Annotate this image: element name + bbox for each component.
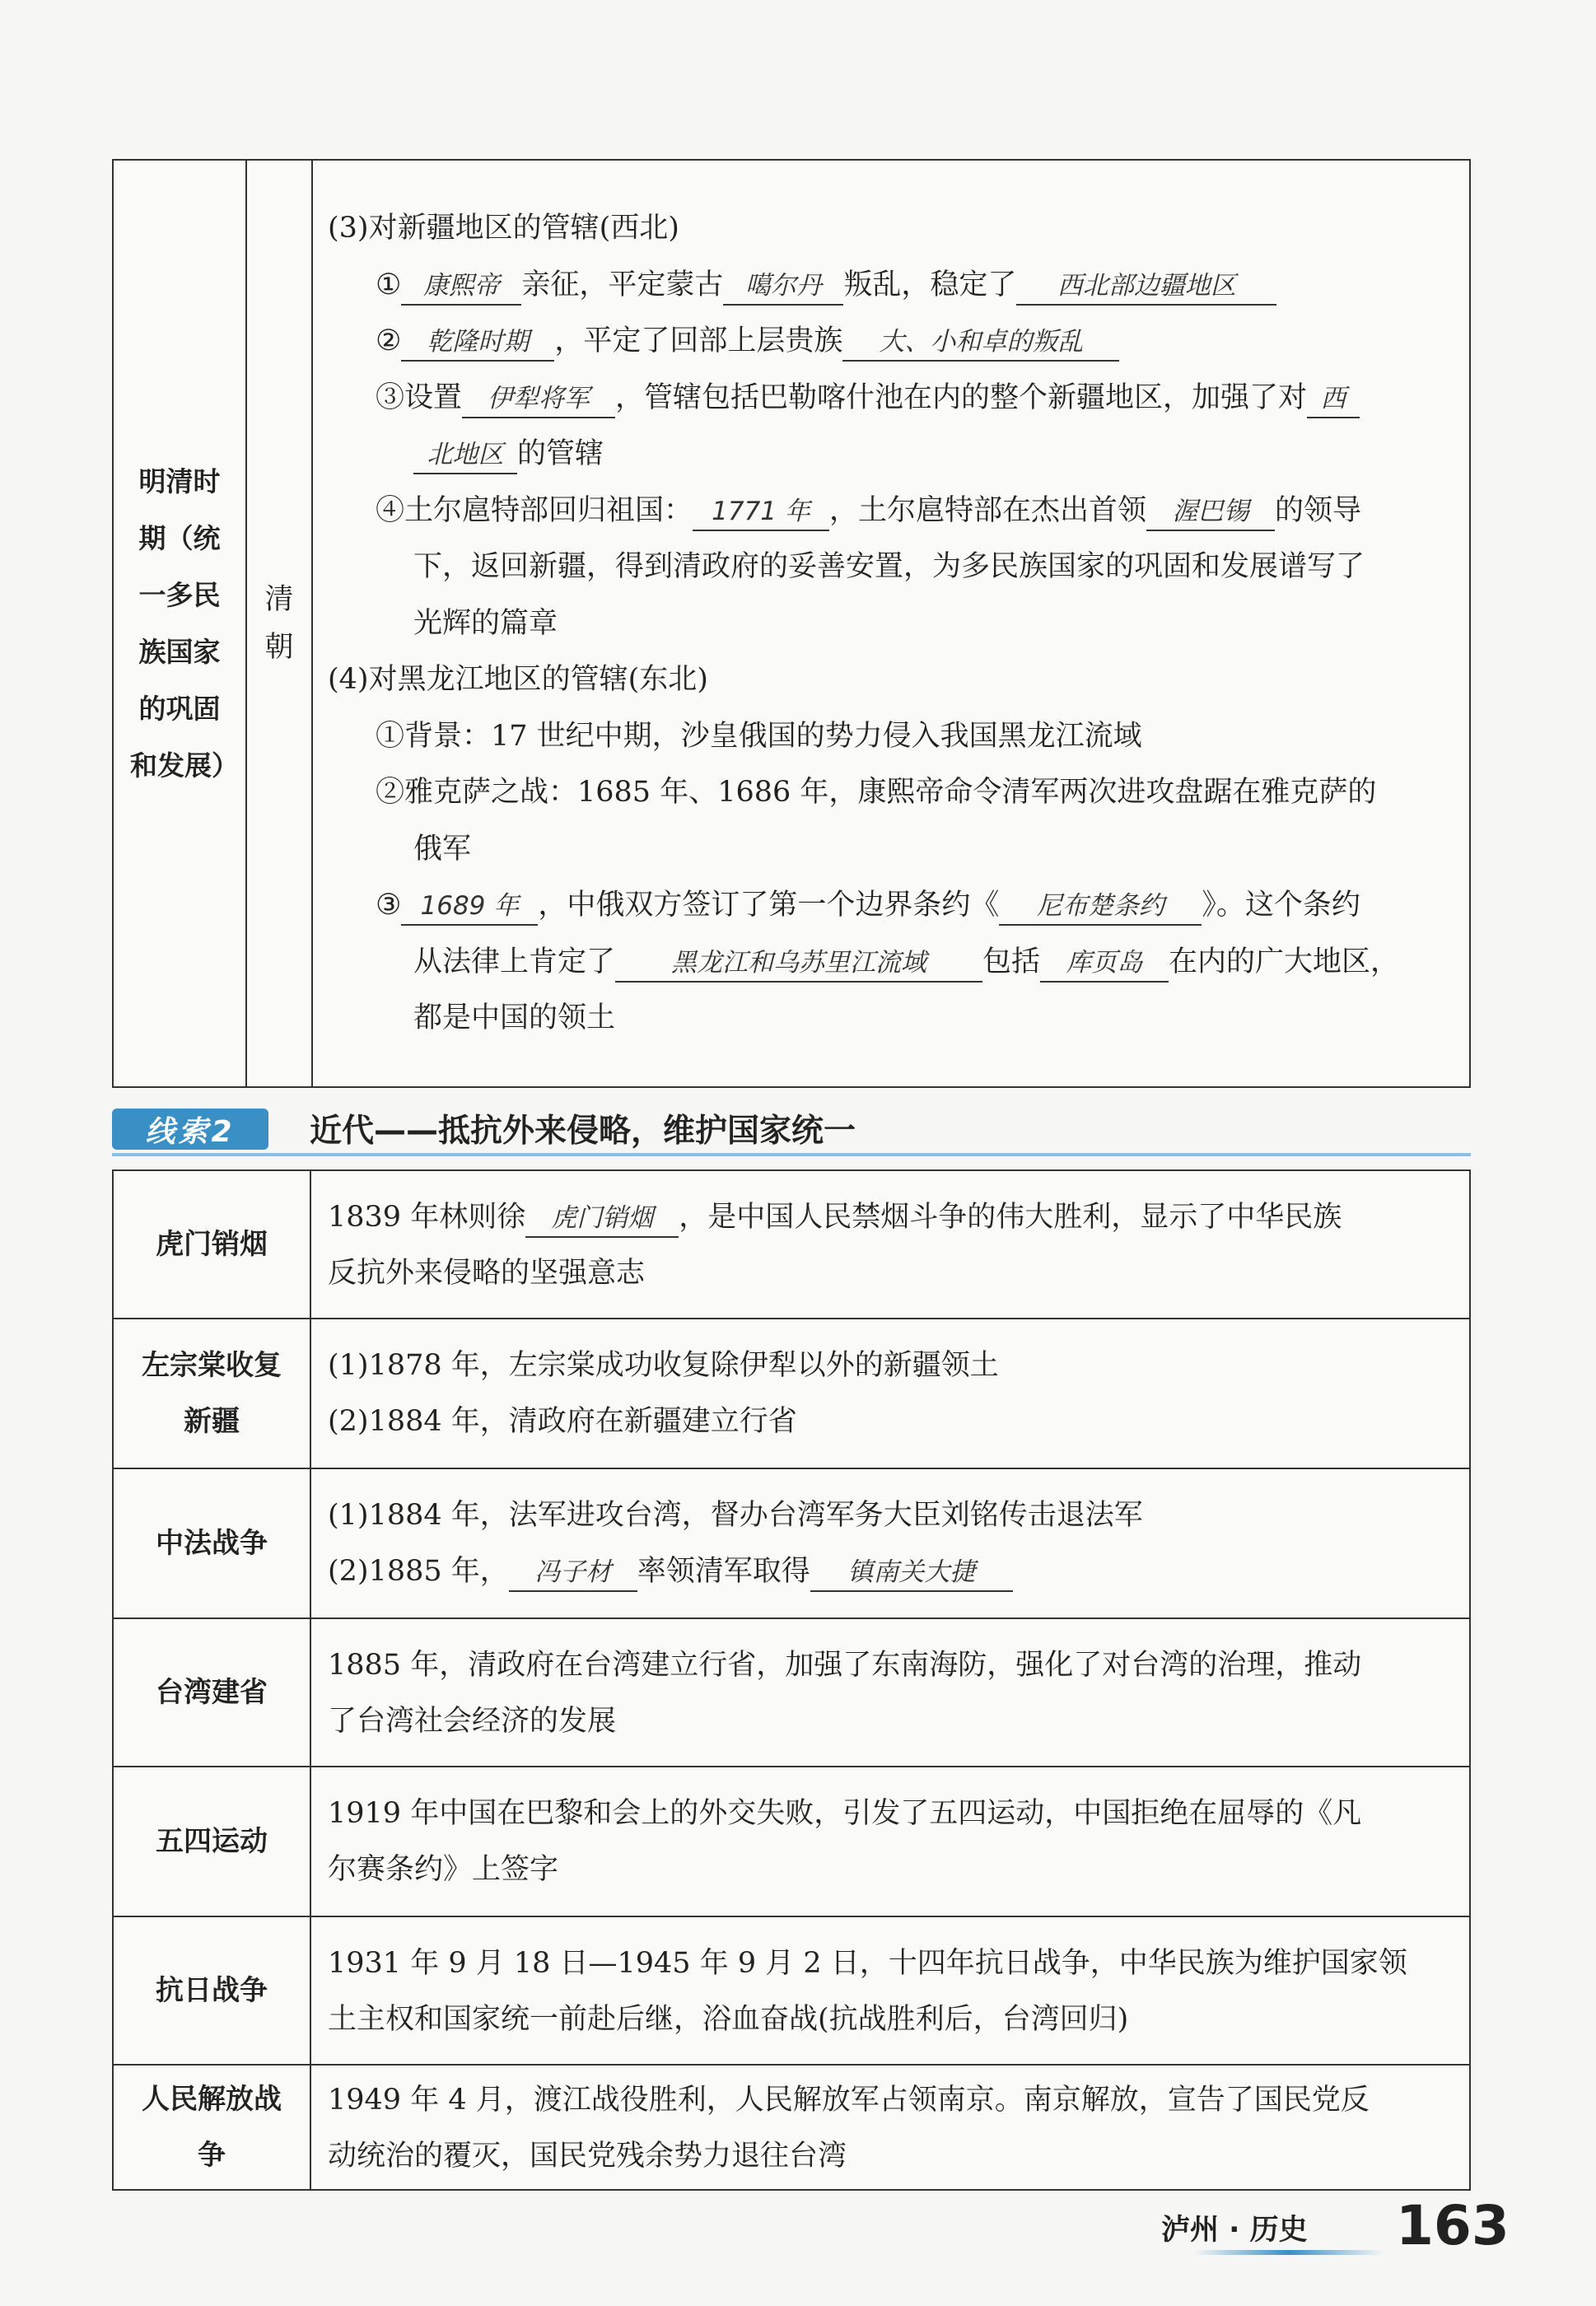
event-name: 虎门销烟 bbox=[156, 1228, 268, 1261]
desc-line: 1949 年 4 月，渡江战役胜利，人民解放军占领南京。南京解放，宣告了国民党反 bbox=[328, 2084, 1370, 2117]
xinjiang-item-4-cont-1: 下，返回新疆，得到清政府的妥善安置，为多民族国家的巩固和发展谱写了 bbox=[413, 550, 1365, 583]
event-name: 人民解放战争 bbox=[142, 2083, 282, 2172]
answer-blank: 虎门销烟 bbox=[525, 1200, 679, 1238]
desc-line: 了台湾社会经济的发展 bbox=[328, 1705, 617, 1738]
item-text: 从法律上肯定了 bbox=[413, 945, 616, 978]
qing-governance-table bbox=[112, 159, 1471, 1088]
item-text: (2)1885 年， bbox=[328, 1555, 509, 1588]
item-text: 1839 年林则徐 bbox=[328, 1201, 526, 1234]
xinjiang-item-2 bbox=[328, 313, 1456, 370]
xinjiang-item-4 bbox=[328, 483, 1456, 539]
heilongjiang-item-2: ②雅克萨之战：1685 年、1686 年，康熙帝命令清军两次进攻盘踞在雅克萨的 bbox=[376, 776, 1377, 809]
desc-line: 尔赛条约》上签字 bbox=[328, 1853, 559, 1886]
event-description bbox=[328, 1487, 1460, 1599]
answer-blank: 黑龙江和乌苏里江流域 bbox=[615, 945, 982, 983]
answer-blank: 库页岛 bbox=[1040, 945, 1169, 983]
desc-line: 1931 年 9 月 18 日—1945 年 9 月 2 日，十四年抗日战争，中华民族为维护国家领 bbox=[328, 1947, 1407, 1980]
item-text: 的领导 bbox=[1275, 493, 1362, 527]
clue-title: 近代——抵抗外来侵略，维护国家统一 bbox=[310, 1113, 856, 1150]
clue-badge: 线索2 bbox=[112, 1109, 268, 1150]
answer-blank: 尼布楚条约 bbox=[999, 888, 1202, 926]
xinjiang-item-3-cont bbox=[328, 426, 1456, 483]
heilongjiang-item-3 bbox=[328, 877, 1456, 934]
desc-line: 动统治的覆灭，国民党残余势力退往台湾 bbox=[328, 2140, 847, 2173]
event-cell bbox=[114, 2066, 311, 2189]
item-text: ③设置 bbox=[376, 380, 463, 414]
event-cell bbox=[114, 1469, 311, 1617]
desc-line: 1919 年中国在巴黎和会上的外交失败，引发了五四运动，中国拒绝在屈辱的《凡 bbox=[328, 1797, 1362, 1830]
answer-blank: 冯子材 bbox=[509, 1554, 637, 1592]
event-cell bbox=[114, 1767, 311, 1916]
event-description bbox=[328, 1935, 1460, 2047]
answer-blank: 噶尔丹 bbox=[723, 268, 843, 306]
dynasty-label: 清朝 bbox=[264, 583, 294, 664]
footer-accent-line bbox=[1194, 2250, 1384, 2255]
answer-blank: 西北部边疆地区 bbox=[1016, 268, 1276, 306]
table-row bbox=[114, 1319, 1469, 1469]
qing-content bbox=[328, 200, 1456, 1047]
event-name: 左宗棠收复新疆 bbox=[142, 1349, 282, 1438]
answer-blank: 西 bbox=[1307, 380, 1360, 418]
dynasty-cell bbox=[247, 161, 313, 1086]
desc-line: 土主权和国家统一前赴后继，浴血奋战(抗战胜利后，台湾回归) bbox=[328, 2003, 1129, 2036]
clue-2-header bbox=[112, 1104, 1471, 1155]
heilongjiang-item-2-cont: 俄军 bbox=[413, 832, 472, 866]
desc-line bbox=[328, 1543, 1460, 1599]
answer-blank: 康熙帝 bbox=[401, 268, 521, 306]
xinjiang-item-1 bbox=[328, 257, 1456, 314]
period-cell bbox=[114, 161, 247, 1086]
item-text: ，是中国人民禁烟斗争的伟大胜利，显示了中华民族 bbox=[679, 1201, 1342, 1234]
desc-line: (1)1884 年，法军进攻台湾，督办台湾军务大臣刘铭传击退法军 bbox=[328, 1499, 1143, 1532]
answer-blank: 1771 年 bbox=[693, 493, 829, 531]
item-text: 在内的广大地区， bbox=[1169, 945, 1400, 978]
event-description bbox=[328, 1337, 1460, 1449]
answer-blank: 渥巴锡 bbox=[1146, 493, 1275, 531]
event-cell bbox=[114, 1619, 311, 1766]
period-label: 明清时期（统一多民族国家的巩固和发展） bbox=[130, 465, 239, 782]
desc-line bbox=[328, 1189, 1460, 1245]
event-description bbox=[328, 2072, 1460, 2184]
page-number: 163 bbox=[1396, 2194, 1510, 2257]
item-text: 率领清军取得 bbox=[637, 1555, 810, 1588]
table-row bbox=[114, 2066, 1469, 2189]
xinjiang-item-4-cont-2: 光辉的篇章 bbox=[413, 606, 558, 640]
xinjiang-item-3 bbox=[328, 370, 1456, 427]
item-number: ② bbox=[376, 324, 402, 357]
table-row bbox=[114, 1767, 1469, 1917]
answer-blank: 伊犁将军 bbox=[462, 380, 615, 418]
table-row bbox=[114, 1619, 1469, 1767]
event-description bbox=[328, 1786, 1460, 1898]
event-cell bbox=[114, 1171, 311, 1318]
modern-events-table bbox=[112, 1169, 1471, 2191]
item-text: 包括 bbox=[982, 945, 1041, 978]
answer-blank: 镇南关大捷 bbox=[810, 1554, 1013, 1592]
table-row bbox=[114, 1917, 1469, 2066]
item-text: 叛乱，稳定了 bbox=[843, 268, 1017, 301]
xinjiang-heading: (3)对新疆地区的管辖(西北) bbox=[328, 212, 679, 245]
event-name: 中法战争 bbox=[156, 1527, 268, 1560]
item-text: 亲征，平定蒙古 bbox=[521, 268, 724, 301]
heilongjiang-heading: (4)对黑龙江地区的管辖(东北) bbox=[328, 663, 708, 696]
event-cell bbox=[114, 1319, 311, 1468]
event-description bbox=[328, 1637, 1460, 1749]
desc-line: (2)1884 年，清政府在新疆建立行省 bbox=[328, 1405, 797, 1438]
event-cell bbox=[114, 1917, 311, 2064]
event-name: 抗日战争 bbox=[156, 1974, 268, 2007]
answer-blank: 1689 年 bbox=[401, 888, 538, 926]
item-text: ，土尔扈特部在杰出首领 bbox=[829, 493, 1147, 527]
desc-line: 1885 年，清政府在台湾建立行省，加强了东南海防，强化了对台湾的治理，推动 bbox=[328, 1649, 1362, 1682]
answer-blank: 乾隆时期 bbox=[401, 324, 554, 362]
heilongjiang-item-3-cont-1 bbox=[328, 934, 1456, 991]
item-text: 的管辖 bbox=[517, 437, 604, 470]
item-text: 》。这个条约 bbox=[1202, 889, 1360, 922]
item-text: ，平定了回部上层贵族 bbox=[554, 324, 843, 357]
book-label: 泸州 · 历史 bbox=[1161, 2214, 1308, 2247]
item-text: ④土尔扈特部回归祖国： bbox=[376, 493, 693, 527]
item-text: ，管辖包括巴勒喀什池在内的整个新疆地区，加强了对 bbox=[615, 380, 1308, 414]
answer-blank: 大、小和卓的叛乱 bbox=[842, 324, 1119, 362]
answer-blank: 北地区 bbox=[413, 436, 517, 474]
desc-line: 反抗外来侵略的坚强意志 bbox=[328, 1257, 646, 1290]
table-row bbox=[114, 1171, 1469, 1319]
event-description bbox=[328, 1189, 1460, 1301]
item-number: ① bbox=[376, 268, 402, 301]
desc-line: (1)1878 年，左宗棠成功收复除伊犁以外的新疆领土 bbox=[328, 1349, 999, 1382]
item-number: ③ bbox=[376, 889, 402, 922]
heilongjiang-item-3-cont-2: 都是中国的领土 bbox=[413, 1001, 616, 1034]
item-text: ，中俄双方签订了第一个边界条约《 bbox=[538, 889, 1000, 922]
clue-divider bbox=[112, 1153, 1471, 1156]
event-name: 五四运动 bbox=[156, 1825, 268, 1858]
table-row bbox=[114, 1469, 1469, 1619]
event-name: 台湾建省 bbox=[156, 1676, 268, 1709]
heilongjiang-item-1: ①背景：17 世纪中期，沙皇俄国的势力侵入我国黑龙江流域 bbox=[376, 719, 1142, 753]
page-footer bbox=[1161, 2194, 1510, 2265]
